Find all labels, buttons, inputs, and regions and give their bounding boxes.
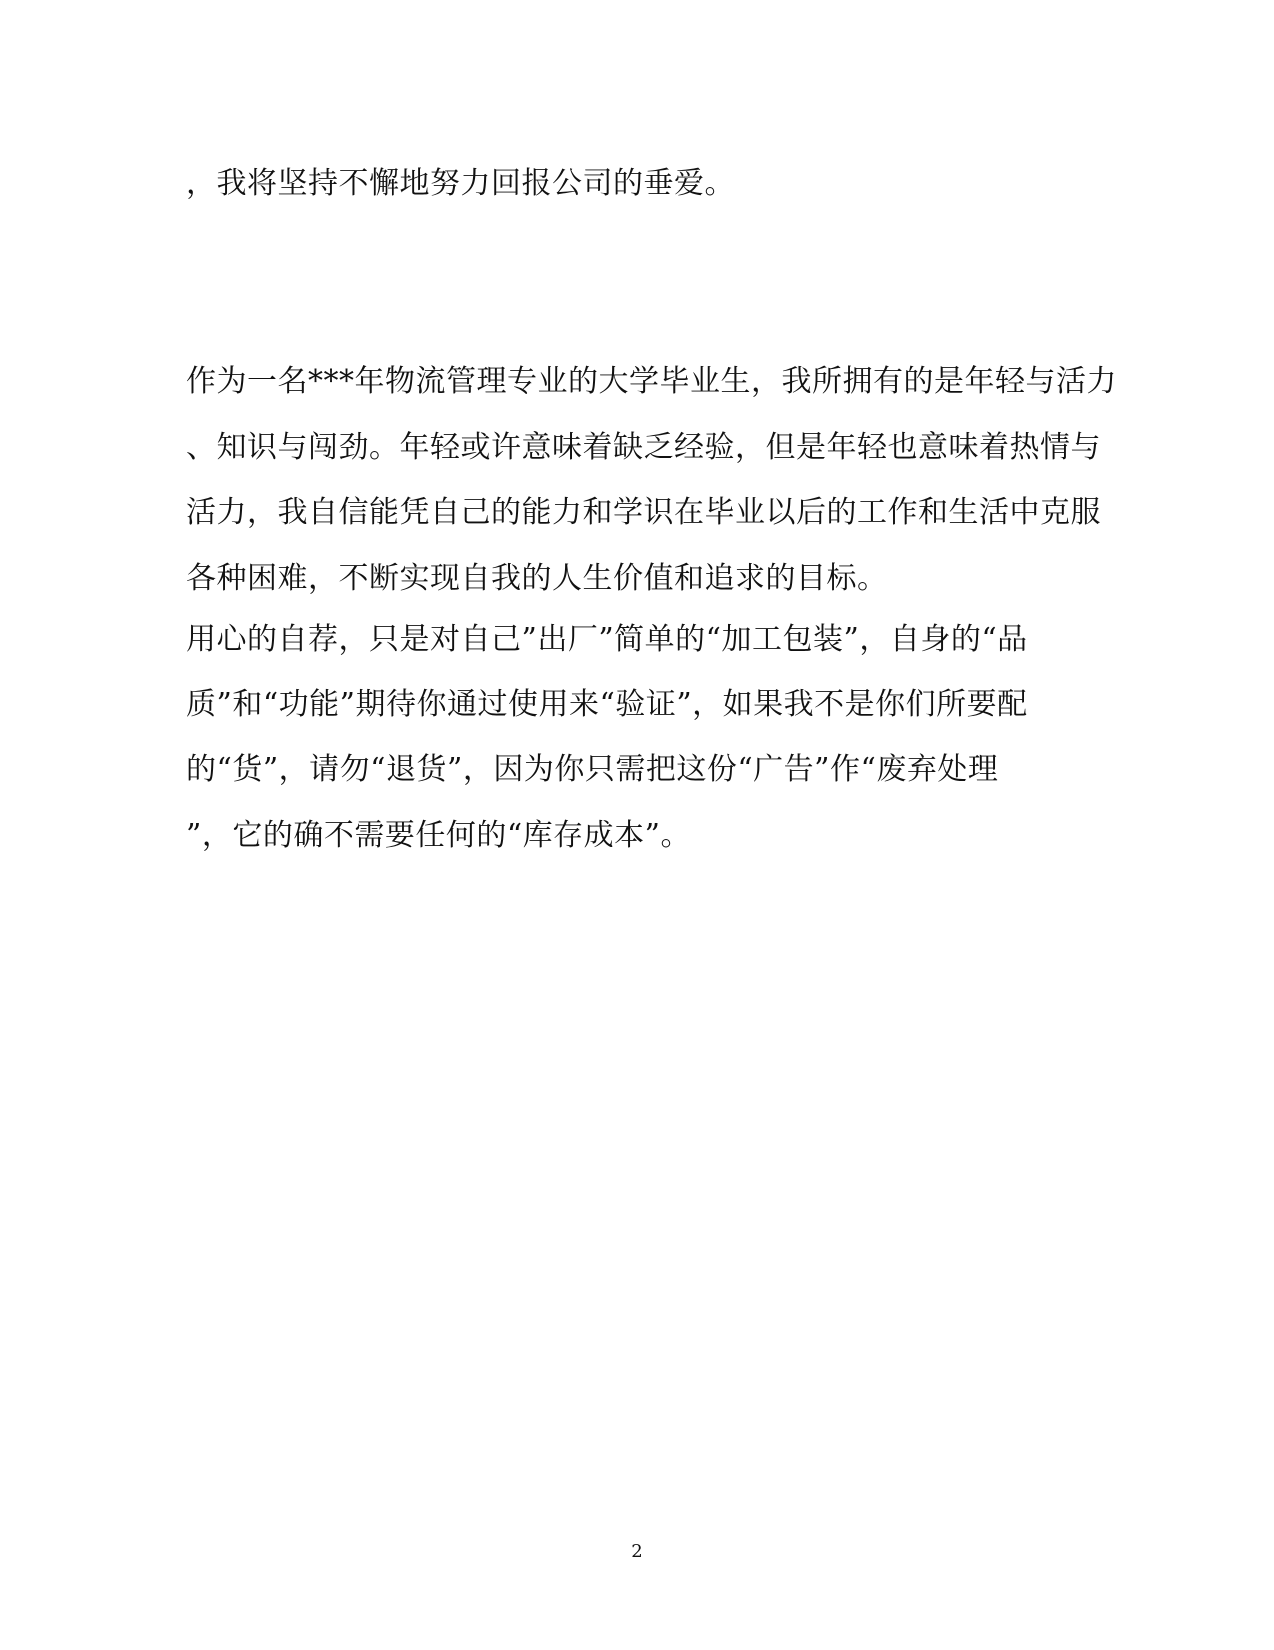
text-line: 质”和“功能”期待你通过使用来“验证”，如果我不是你们所要配 — [186, 687, 1028, 722]
text-line: 活力，我自信能凭自己的能力和学识在毕业以后的工作和生活中克服 — [186, 495, 1101, 530]
text-line: ”，它的确不需要任何的“库存成本”。 — [186, 818, 692, 853]
text-line: 的“货”，请勿“退货”，因为你只需把这份“广告”作“废弃处理 — [186, 752, 999, 787]
text-line: 作为一名***年物流管理专业的大学毕业生，我所拥有的是年轻与活力 — [186, 364, 1117, 399]
text-line: 、知识与闯劲。年轻或许意味着缺乏经验，但是年轻也意味着热情与 — [186, 430, 1101, 465]
text-line: 各种困难，不断实现自我的人生价值和追求的目标。 — [186, 561, 888, 596]
text-line: ，我将坚持不懈地努力回报公司的垂爱。 — [186, 166, 735, 201]
page-number: 2 — [631, 1541, 643, 1562]
text-line: 用心的自荐，只是对自己”出厂”简单的“加工包装”，自身的“品 — [186, 622, 1028, 657]
